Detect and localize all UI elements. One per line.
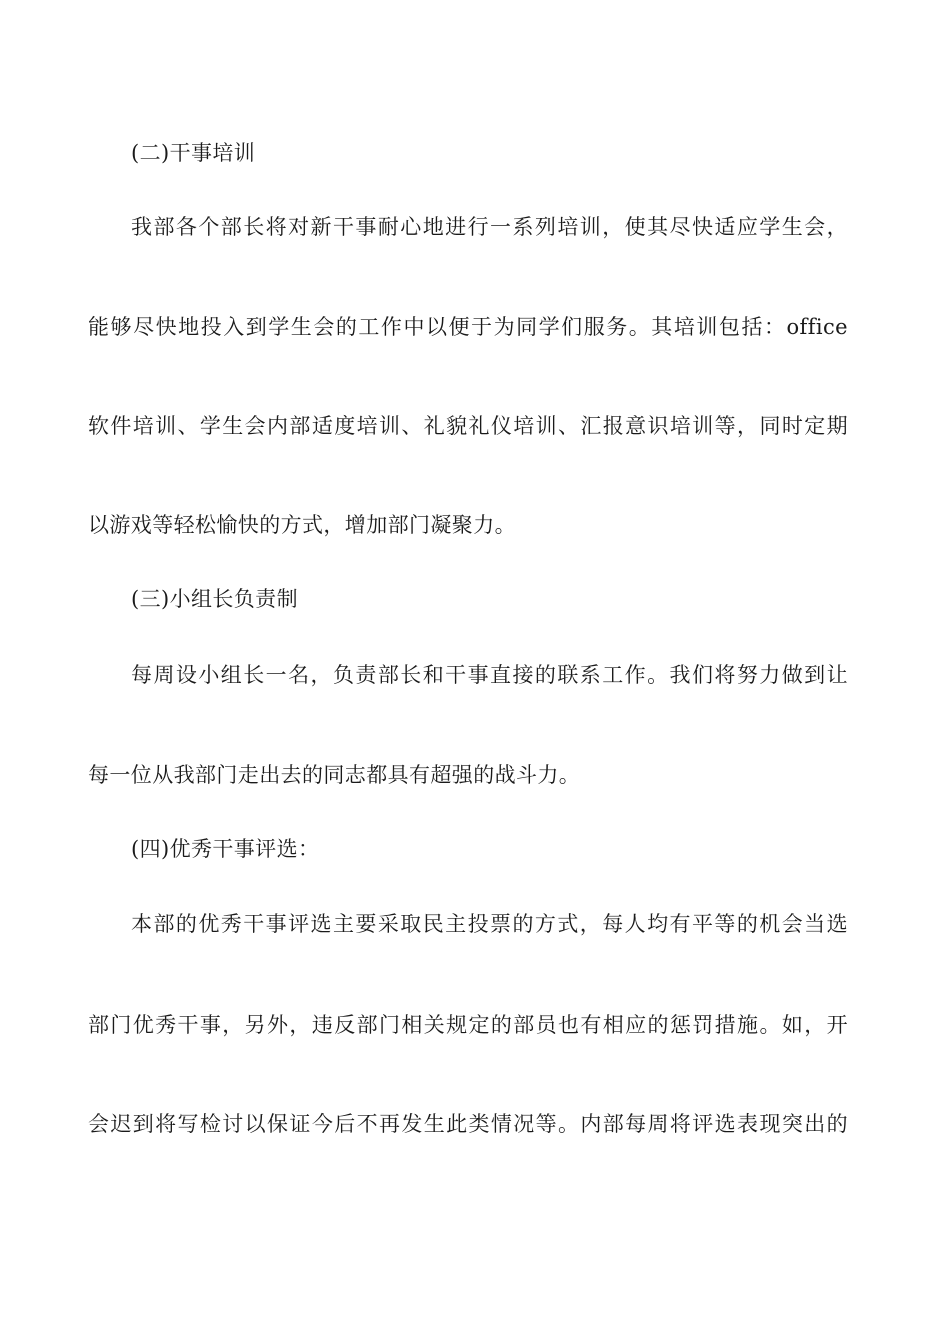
- paragraph-line: 每一位从我部门走出去的同志都具有超强的战斗力。: [88, 763, 581, 787]
- paragraph-line: 能够尽快地投入到学生会的工作中以便于为同学们服务。其培训包括：office: [88, 315, 848, 339]
- section-heading-evaluation: (四)优秀干事评选：: [131, 837, 320, 861]
- section-heading-group-leader: (三)小组长负责制: [131, 587, 298, 611]
- paragraph-line: 以游戏等轻松愉快的方式，增加部门凝聚力。: [88, 513, 516, 537]
- paragraph-line: 会迟到将写检讨以保证今后不再发生此类情况等。内部每周将评选表现突出的: [88, 1112, 848, 1136]
- paragraph-line: 每周设小组长一名，负责部长和干事直接的联系工作。我们将努力做到让: [131, 663, 848, 687]
- section-heading-training: (二)干事培训: [131, 141, 256, 165]
- paragraph-line: 部门优秀干事，另外，违反部门相关规定的部员也有相应的惩罚措施。如，开: [88, 1013, 848, 1037]
- paragraph-line: 软件培训、学生会内部适度培训、礼貌礼仪培训、汇报意识培训等，同时定期: [88, 414, 848, 438]
- paragraph-line: 我部各个部长将对新干事耐心地进行一系列培训，使其尽快适应学生会，: [131, 215, 848, 239]
- paragraph-line: 本部的优秀干事评选主要采取民主投票的方式，每人均有平等的机会当选: [131, 912, 848, 936]
